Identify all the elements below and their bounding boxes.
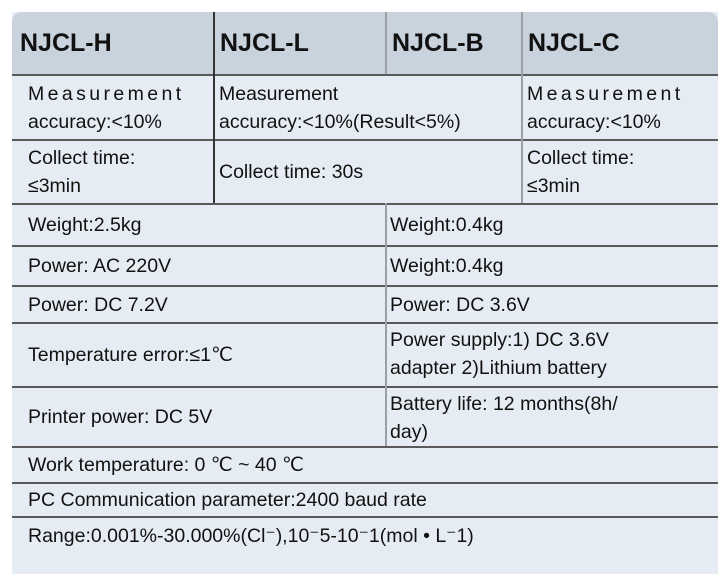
collect-time-njcl-h: [24, 142, 214, 202]
pc-communication: PC Communication parameter:2400 baud rate: [28, 489, 427, 511]
battery-life: [386, 388, 716, 446]
accuracy-value: accuracy:<10%(Result<5%): [219, 111, 461, 133]
printer-power: Printer power: DC 5V: [28, 406, 213, 428]
accuracy-label: Measurement: [219, 83, 339, 105]
collect-time-value: ≤3min: [527, 175, 580, 197]
collect-time-njcl-lb: Collect time: 30s: [219, 161, 364, 183]
power-supply: [386, 324, 716, 386]
accuracy-label: Measurement: [527, 83, 684, 105]
header-divider: [213, 12, 215, 74]
header-divider: [521, 12, 523, 74]
power-supply-line: adapter 2)Lithium battery: [390, 357, 607, 379]
weight-left: Weight:2.5kg: [28, 214, 142, 236]
row-rule: [12, 74, 718, 76]
measurement-range: Range:0.001%-30.000%(Cl⁻),10⁻5-10⁻1(mol • L⁻1): [28, 525, 474, 547]
dc-power-right: Power: DC 3.6V: [390, 293, 530, 316]
battery-life-line: day): [390, 421, 428, 443]
accuracy-njcl-c: [523, 78, 718, 138]
power-right: Weight:0.4kg: [390, 255, 504, 277]
accuracy-njcl-h: [24, 78, 214, 138]
dc-power-left: Power: DC 7.2V: [28, 293, 168, 316]
work-temperature: Work temperature: 0 ℃ ~ 40 ℃: [28, 454, 304, 476]
power-left: Power: AC 220V: [28, 255, 172, 277]
header-divider: [385, 12, 387, 74]
collect-time-njcl-c: [523, 142, 718, 202]
accuracy-value: accuracy:<10%: [527, 111, 661, 133]
header-njcl-h: NJCL-H: [20, 28, 112, 57]
accuracy-njcl-lb: [215, 78, 521, 138]
collect-time-value: ≤3min: [28, 175, 81, 197]
temperature-error: Temperature error:≤1℃: [28, 344, 233, 366]
accuracy-label: Measurement: [28, 83, 185, 105]
accuracy-value: accuracy:<10%: [28, 111, 162, 133]
header-njcl-l: NJCL-L: [220, 28, 309, 57]
collect-time-label: Collect time:: [28, 147, 136, 169]
weight-right: Weight:0.4kg: [390, 214, 504, 236]
header-njcl-b: NJCL-B: [392, 28, 484, 57]
power-supply-line: Power supply:1) DC 3.6V: [390, 329, 609, 351]
header-njcl-c: NJCL-C: [528, 28, 620, 57]
collect-time-label: Collect time:: [527, 147, 635, 169]
battery-life-line: Battery life: 12 months(8h/: [390, 393, 618, 415]
